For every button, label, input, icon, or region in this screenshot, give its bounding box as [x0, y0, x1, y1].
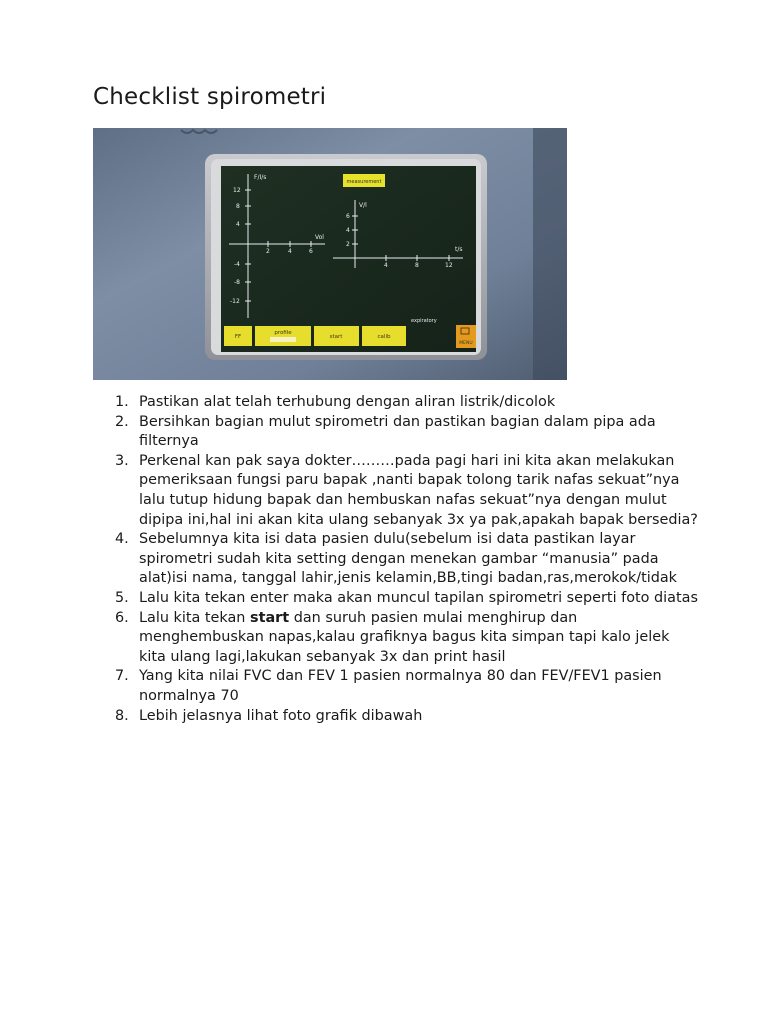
- flow-axis-label: F/I/s: [254, 174, 267, 181]
- list-item-text: Lalu kita tekan: [139, 609, 250, 626]
- volume-tick: 2: [266, 248, 270, 255]
- list-item-emphasis: start: [250, 609, 290, 626]
- screen-button-ff: FF: [234, 334, 242, 340]
- screen-button-calib: calib: [377, 334, 391, 340]
- flow-tick: 12: [233, 187, 241, 194]
- list-item-text: Bersihkan bagian mulut spirometri dan pastikan bagian dalam pipa ada filternya: [139, 413, 656, 450]
- time-tick: 4: [384, 262, 388, 269]
- volume-time-tick: 6: [346, 213, 350, 220]
- volume-time-tick: 2: [346, 241, 350, 248]
- flow-tick: 8: [236, 203, 240, 210]
- list-item-number: 3.: [115, 452, 129, 469]
- checklist-steps: [110, 393, 700, 726]
- list-item-number: 6.: [115, 609, 129, 626]
- list-item: [110, 413, 700, 452]
- flow-tick: -4: [234, 261, 240, 268]
- time-tick: 8: [415, 262, 419, 269]
- list-item: [110, 452, 700, 530]
- list-item-text: Yang kita nilai FVC dan FEV 1 pasien normalnya 80 dan FEV/FEV1 pasien normalnya 70: [139, 668, 662, 704]
- time-axis-label: t/s: [455, 246, 463, 253]
- list-item: [110, 393, 700, 413]
- screen-button-profile: profile: [274, 330, 292, 336]
- spirometer-photo: [93, 128, 567, 380]
- time-tick: 12: [445, 262, 453, 269]
- screen-button-start: start: [329, 334, 343, 340]
- list-item: [110, 707, 700, 727]
- list-item-text: Pastikan alat telah terhubung dengan aliran listrik/dicolok: [139, 394, 556, 410]
- list-item: [110, 530, 700, 589]
- volume-tick: 6: [309, 248, 313, 255]
- list-item-number: 7.: [115, 668, 129, 685]
- spirometer-device-image: [93, 128, 567, 380]
- list-item-number: 1.: [115, 394, 129, 410]
- screen-top-label: measurement: [346, 179, 382, 185]
- list-item-text: Lalu kita tekan enter maka akan muncul tapilan spirometri seperti foto diatas: [139, 589, 698, 606]
- flow-tick: -8: [234, 279, 240, 286]
- list-item-number: 2.: [115, 413, 129, 430]
- list-item-text: Sebelumnya kita isi data pasien dulu(sebelum isi data pastikan layar spirometri sudah kita setting dengan menekan gambar “manusia” pada alat)isi nama, tanggal lahir,jenis kelamin,BB,tingi badan,ras,merokok/tidak: [139, 531, 678, 587]
- list-item: [110, 589, 700, 609]
- list-item-text: Perkenal kan pak saya dokter………pada pagi hari ini kita akan melakukan pemeriksaan fungsi paru bapak ,nanti bapak tolong tarik nafas sekuat”nya lalu tutup hidung bapak dan hembuskan nafas sekuat”nya dengan mulut dipipa ini,hal ini akan kita ulang sebanyak 3x ya pak,apakah bapak bersedia?: [139, 452, 698, 528]
- volume-time-tick: 4: [346, 227, 350, 234]
- list-item-text-continued: dan suruh pasien mulai menghirup dan menghembuskan napas,kalau grafiknya bagus kita simpan tapi kalo jelek kita ulang lagi,lakukan sebanyak 3x dan print hasil: [139, 609, 670, 665]
- volume-tick: 4: [288, 248, 292, 255]
- flow-tick: 4: [236, 221, 240, 228]
- document-title: Checklist spirometri: [93, 84, 327, 110]
- flow-tick: -12: [230, 298, 240, 305]
- list-item-number: 4.: [115, 531, 129, 548]
- list-item: [110, 609, 700, 668]
- list-item-number: 5.: [115, 589, 129, 606]
- volume-time-axis-label: V/l: [359, 202, 367, 209]
- list-item: [110, 667, 700, 706]
- screen-bottom-caption: expiratory: [411, 318, 437, 324]
- list-item-number: 8.: [115, 707, 129, 724]
- volume-axis-label: Vol: [315, 234, 324, 241]
- screen-menu-button: MENU: [459, 341, 473, 346]
- list-item-text: Lebih jelasnya lihat foto grafik dibawah: [139, 707, 423, 724]
